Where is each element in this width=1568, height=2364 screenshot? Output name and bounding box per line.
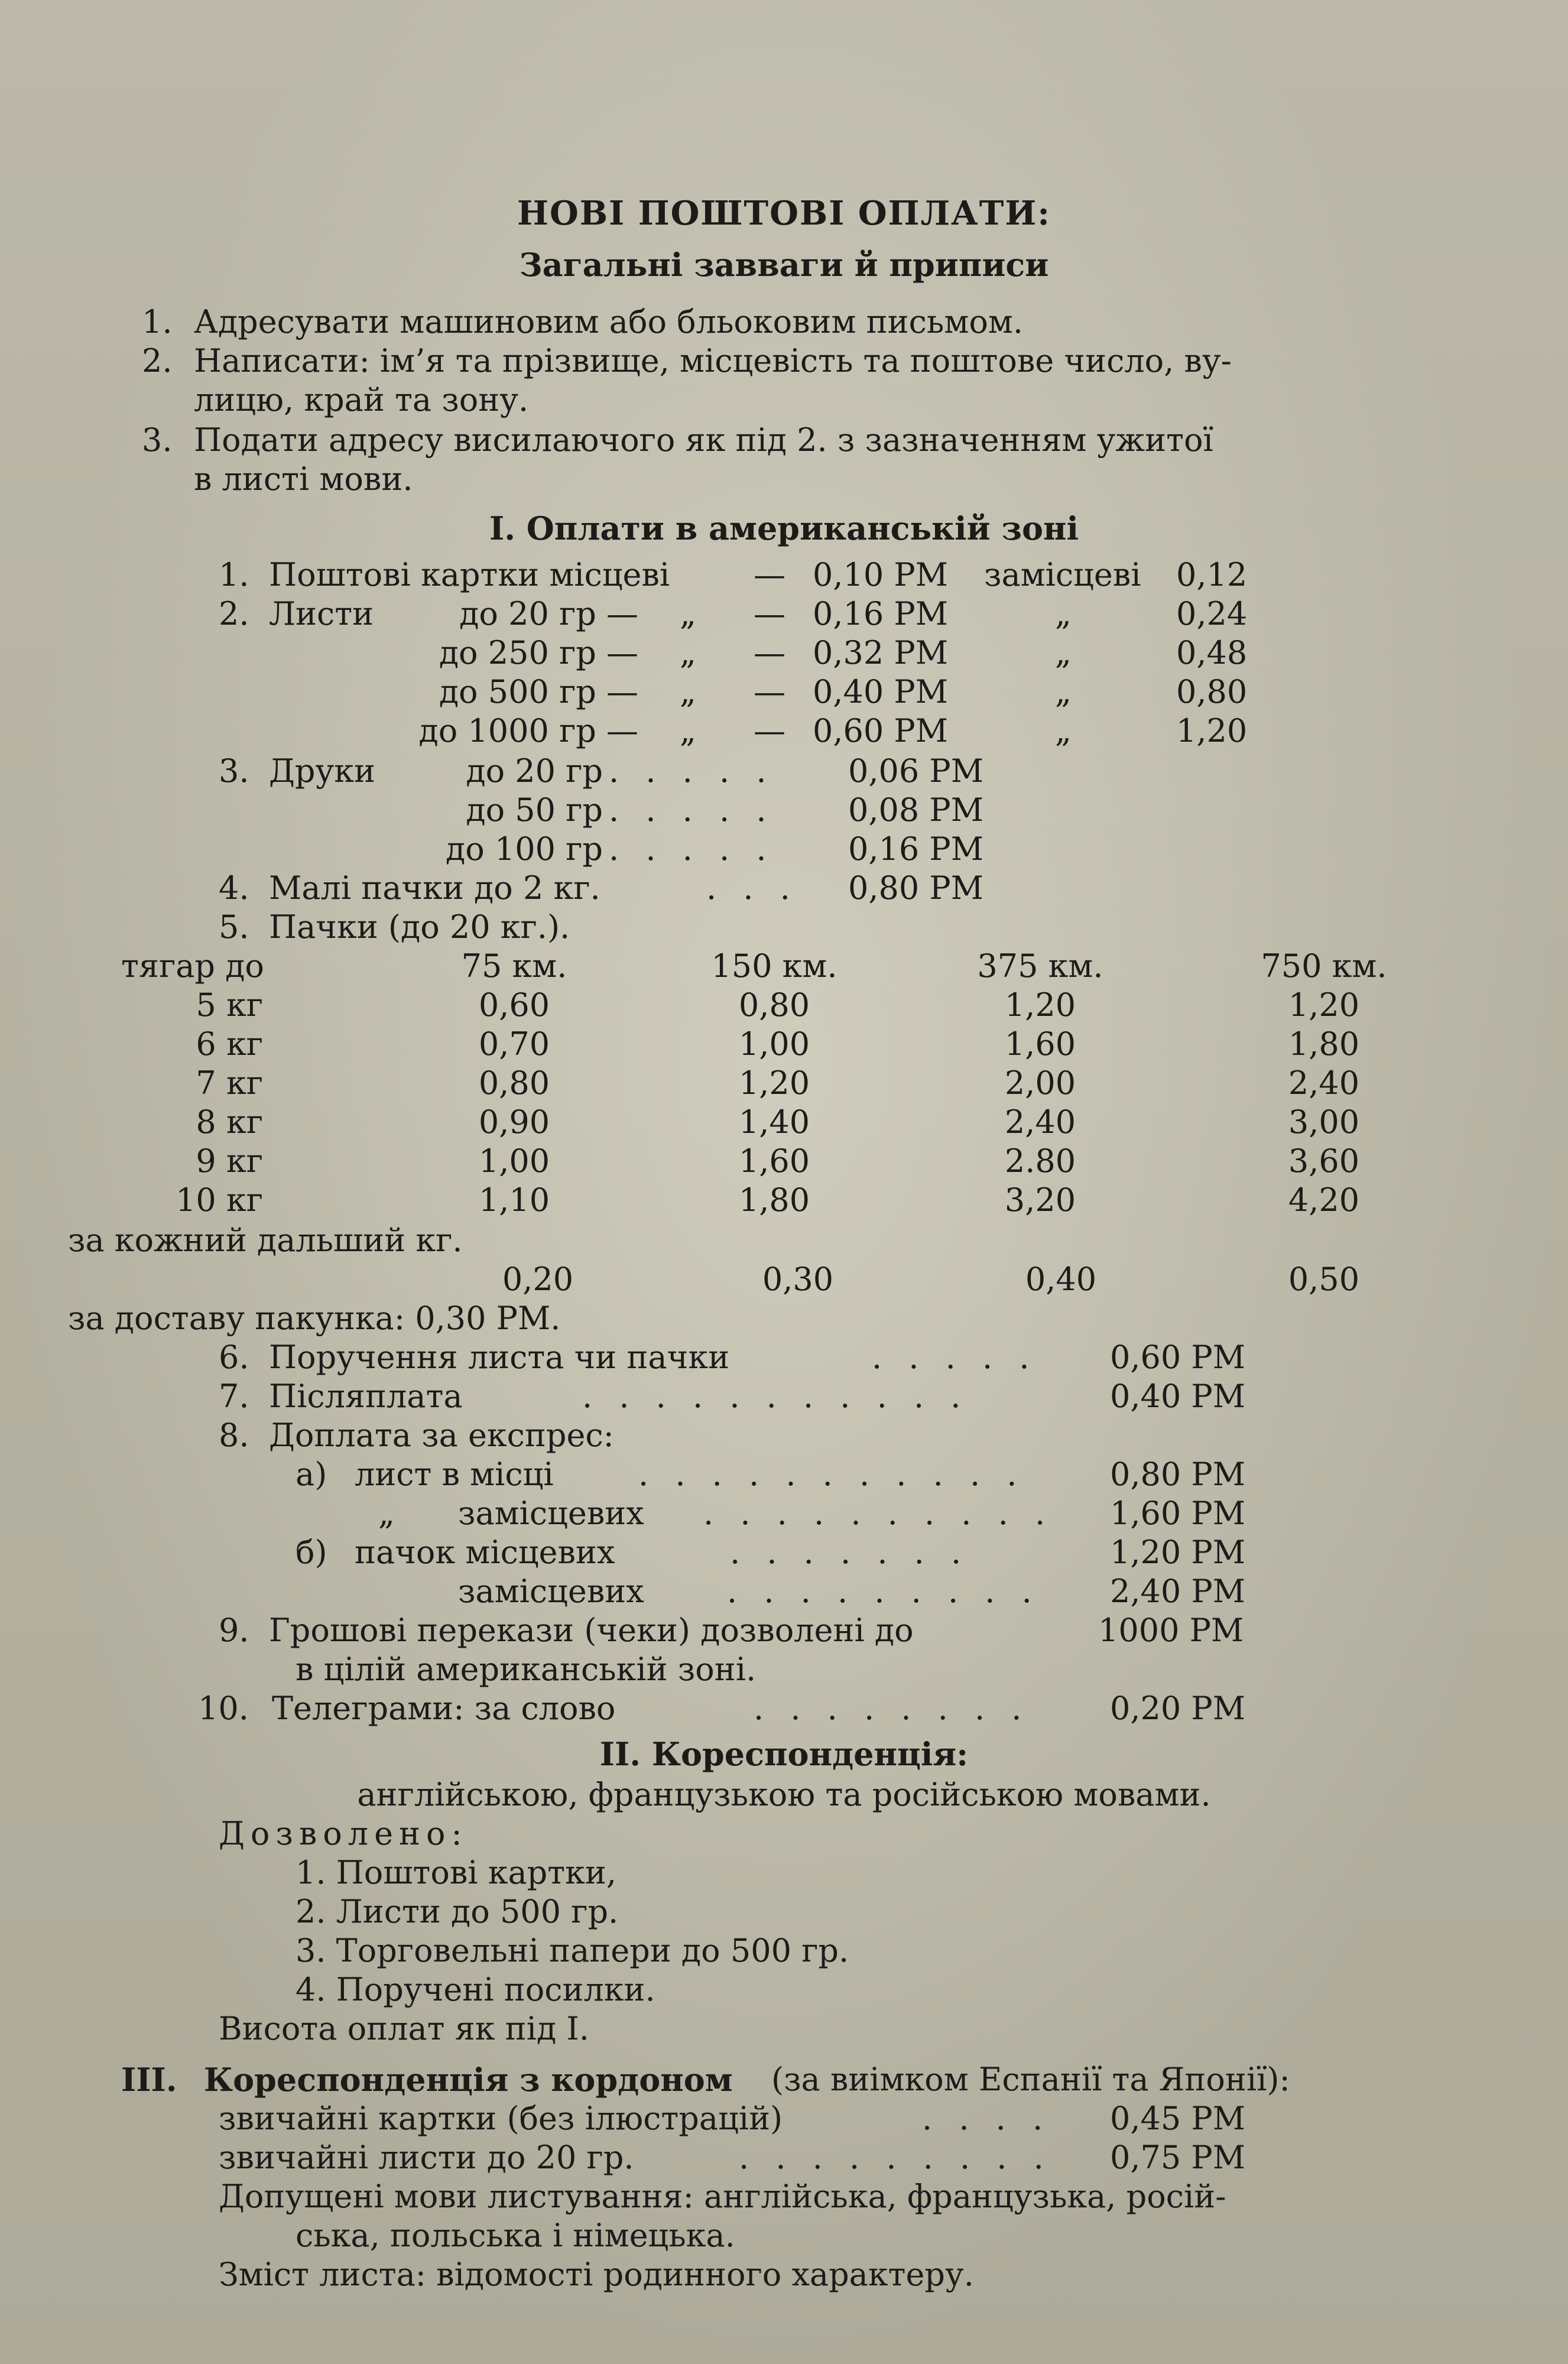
- express-row-label: замісцевих: [458, 1573, 644, 1610]
- extra-kg-value: 0,30: [762, 1261, 834, 1298]
- money-orders-text: в цілій американській зоні.: [296, 1651, 757, 1688]
- letter-local-price: 0,60 РМ: [813, 712, 949, 749]
- leader-dots: . . . . .: [609, 830, 775, 868]
- dash: —: [754, 634, 785, 671]
- rule-text: лицю, край та зону.: [194, 381, 529, 418]
- leader-dots: . . . . .: [609, 752, 775, 790]
- table-cell: 5 кг: [196, 986, 263, 1024]
- express-price: 0,80 РМ: [1110, 1456, 1246, 1493]
- rule-number: 2.: [142, 342, 173, 379]
- rule-text: Написати: ім’я та прізвище, місцевість та поштове число, ву-: [194, 342, 1232, 379]
- ditto-mark: „: [1055, 712, 1072, 749]
- postcards-nonlocal-label: замісцеві: [984, 556, 1141, 593]
- letter-nonlocal-price: 0,80: [1176, 673, 1248, 710]
- ditto-mark: „: [680, 595, 696, 632]
- fee-label: Поручення листа чи пачки: [269, 1339, 730, 1376]
- table-cell: 2,40: [1004, 1103, 1076, 1141]
- table-cell: 10 кг: [176, 1181, 263, 1219]
- table-header: 750 км.: [1261, 947, 1387, 985]
- table-cell: 3,00: [1288, 1103, 1360, 1141]
- leader-dots: . . . . . . .: [730, 1534, 970, 1571]
- express-label: Доплата за експрес:: [269, 1417, 614, 1454]
- telegrams-label: Телеграми: за слово: [272, 1690, 616, 1727]
- document-subtitle: Загальні завваги й приписи: [519, 246, 1049, 284]
- item-number: 3.: [219, 752, 249, 790]
- money-orders-amount: 1000 РМ: [1098, 1612, 1244, 1649]
- letter-local-price: 0,16 РМ: [813, 595, 949, 632]
- table-cell: 1,20: [1004, 986, 1076, 1024]
- postcards-nonlocal-price: 0,12: [1176, 556, 1248, 593]
- table-cell: 7 кг: [196, 1064, 263, 1102]
- abroad-row-label: звичайні листи до 20 гр.: [219, 2139, 634, 2176]
- postcards-label: Поштові картки місцеві: [269, 556, 670, 593]
- table-cell: 3,20: [1004, 1181, 1076, 1219]
- rule-number: 3.: [142, 421, 173, 459]
- table-cell: 0,80: [478, 1064, 550, 1102]
- ditto-mark: „: [378, 1495, 395, 1532]
- section-1-title: I. Оплати в американській зоні: [489, 509, 1079, 547]
- extra-kg-label: за кожний дальший кг.: [68, 1222, 463, 1259]
- rule-number: 1.: [142, 303, 173, 340]
- leader-dots: . . . .: [922, 2100, 1051, 2137]
- print-price: 0,16 РМ: [848, 830, 984, 868]
- letter-content-note: Зміст листа: відомості родинного характеру.: [219, 2256, 974, 2293]
- letter-nonlocal-price: 0,48: [1176, 634, 1248, 671]
- table-cell: 3,60: [1288, 1142, 1360, 1180]
- rule-text: Адресувати машиновим або бльоковим письмом.: [194, 303, 1023, 340]
- dash: —: [754, 595, 785, 632]
- table-header: 75 км.: [461, 947, 567, 985]
- packets-label: Пачки (до 20 кг.).: [269, 908, 570, 946]
- section-3-title: Кореспонденція з кордоном: [204, 2061, 733, 2099]
- table-cell: 2.80: [1004, 1142, 1076, 1180]
- rule-text: в листі мови.: [194, 460, 413, 498]
- table-cell: 1,20: [738, 1064, 810, 1102]
- leader-dots: . . . . . . . .: [754, 1690, 1030, 1727]
- table-header: 375 км.: [977, 947, 1103, 985]
- telegrams-price: 0,20 РМ: [1110, 1690, 1246, 1727]
- print-price: 0,06 РМ: [848, 752, 984, 790]
- languages-text: Допущені мови листування: англійська, французька, росій-: [219, 2178, 1226, 2215]
- letter-weight: до 1000 гр —: [418, 712, 638, 749]
- table-cell: 1,60: [738, 1142, 810, 1180]
- leader-dots: . . . . . . . . .: [727, 1573, 1040, 1610]
- fee-price: 0,40 РМ: [1110, 1378, 1246, 1415]
- express-prefix: б): [296, 1534, 327, 1571]
- leader-dots: . . . . . . . . . .: [703, 1495, 1054, 1532]
- express-row-label: лист в місці: [355, 1456, 554, 1493]
- express-row-label: пачок місцевих: [355, 1534, 615, 1571]
- table-cell: 2,40: [1288, 1064, 1360, 1102]
- document-title: НОВІ ПОШТОВІ ОПЛАТИ:: [517, 194, 1051, 233]
- languages-text: ська, польська і німецька.: [296, 2217, 735, 2254]
- table-cell: 1,60: [1004, 1025, 1076, 1063]
- table-cell: 1,20: [1288, 986, 1360, 1024]
- letter-nonlocal-price: 1,20: [1176, 712, 1248, 749]
- item-number: 9.: [219, 1612, 249, 1649]
- letter-weight: до 20 гр —: [459, 595, 638, 632]
- section-2-languages: англійською, французькою та російською мовами.: [357, 1776, 1211, 1813]
- allowed-item: 4. Поручені посилки.: [296, 1971, 655, 2008]
- abroad-row-label: звичайні картки (без ілюстрацій): [219, 2100, 783, 2137]
- delivery-fee: за доставу пакунка: 0,30 РМ.: [68, 1300, 561, 1337]
- abroad-price: 0,45 РМ: [1110, 2100, 1246, 2137]
- express-price: 1,20 РМ: [1110, 1534, 1246, 1571]
- section-3-number: III.: [121, 2061, 177, 2099]
- item-number: 10.: [198, 1690, 249, 1727]
- ditto-mark: „: [1055, 673, 1072, 710]
- item-number: 6.: [219, 1339, 249, 1376]
- express-row-label: замісцевих: [458, 1495, 644, 1532]
- fee-price: 0,60 РМ: [1110, 1339, 1246, 1376]
- letter-nonlocal-price: 0,24: [1176, 595, 1248, 632]
- letter-weight: до 500 гр —: [439, 673, 638, 710]
- print-weight: до 50 гр: [466, 791, 603, 829]
- ditto-mark: „: [680, 673, 696, 710]
- table-header: 150 км.: [711, 947, 837, 985]
- table-cell: 9 кг: [196, 1142, 263, 1180]
- prints-label: Друки: [269, 752, 375, 790]
- leader-dots: . . . . .: [609, 791, 775, 829]
- item-number: 2.: [219, 595, 249, 632]
- item-number: 7.: [219, 1378, 249, 1415]
- table-header: тягар до: [121, 947, 264, 985]
- letter-weight: до 250 гр —: [439, 634, 638, 671]
- leader-dots: . . . . . . . . .: [739, 2139, 1052, 2176]
- rule-text: Подати адресу висилаючого як під 2. з зазначенням ужитої: [194, 421, 1213, 459]
- letter-local-price: 0,40 РМ: [813, 673, 949, 710]
- money-orders-text: Грошові перекази (чеки) дозволені до: [269, 1612, 914, 1649]
- item-number: 8.: [219, 1417, 249, 1454]
- section-2-title: II. Кореспонденція:: [599, 1735, 969, 1773]
- ditto-mark: „: [680, 712, 696, 749]
- ditto-mark: „: [680, 634, 696, 671]
- table-cell: 1,00: [478, 1142, 550, 1180]
- allowed-item: 3. Торговельні папери до 500 гр.: [296, 1932, 849, 1969]
- small-packets-label: Малі пачки до 2 кг.: [269, 869, 600, 907]
- table-cell: 1,40: [738, 1103, 810, 1141]
- section-3-note: (за виімком Еспанії та Японії):: [771, 2061, 1290, 2098]
- item-number: 1.: [219, 556, 249, 593]
- table-cell: 8 кг: [196, 1103, 263, 1141]
- allowed-item: 2. Листи до 500 гр.: [296, 1893, 619, 1930]
- leader-dots: . . . . . . . . . . .: [638, 1456, 1025, 1493]
- print-weight: до 20 гр: [466, 752, 603, 790]
- dash: —: [754, 673, 785, 710]
- dash: —: [754, 556, 785, 593]
- allowed-label: Дозволено:: [219, 1815, 468, 1852]
- table-cell: 1,80: [1288, 1025, 1360, 1063]
- letter-local-price: 0,32 РМ: [813, 634, 949, 671]
- express-price: 1,60 РМ: [1110, 1495, 1246, 1532]
- print-weight: до 100 гр: [445, 830, 603, 868]
- dash: —: [754, 712, 785, 749]
- extra-kg-value: 0,50: [1288, 1261, 1360, 1298]
- fee-label: Післяплата: [269, 1378, 463, 1415]
- extra-kg-value: 0,20: [502, 1261, 574, 1298]
- print-price: 0,08 РМ: [848, 791, 984, 829]
- ditto-mark: „: [1055, 634, 1072, 671]
- leader-dots: . . . . . . . . . . .: [582, 1378, 969, 1415]
- express-price: 2,40 РМ: [1110, 1573, 1246, 1610]
- abroad-price: 0,75 РМ: [1110, 2139, 1246, 2176]
- table-cell: 6 кг: [196, 1025, 263, 1063]
- express-prefix: а): [296, 1456, 327, 1493]
- table-cell: 0,60: [478, 986, 550, 1024]
- table-cell: 1,10: [478, 1181, 550, 1219]
- table-cell: 0,80: [738, 986, 810, 1024]
- letters-label: Листи: [269, 595, 374, 632]
- allowed-item: 1. Поштові картки,: [296, 1854, 617, 1891]
- leader-dots: . . .: [706, 869, 798, 907]
- table-cell: 1,00: [738, 1025, 810, 1063]
- ditto-mark: „: [1055, 595, 1072, 632]
- table-cell: 0,90: [478, 1103, 550, 1141]
- table-cell: 0,70: [478, 1025, 550, 1063]
- rates-note: Висота оплат як під I.: [219, 2010, 589, 2047]
- table-cell: 1,80: [738, 1181, 810, 1219]
- table-cell: 4,20: [1288, 1181, 1360, 1219]
- item-number: 5.: [219, 908, 249, 946]
- leader-dots: . . . . .: [872, 1339, 1038, 1376]
- extra-kg-value: 0,40: [1025, 1261, 1097, 1298]
- item-number: 4.: [219, 869, 249, 907]
- table-cell: 2,00: [1004, 1064, 1076, 1102]
- small-packets-price: 0,80 РМ: [848, 869, 984, 907]
- postcards-local-price: 0,10 РМ: [813, 556, 949, 593]
